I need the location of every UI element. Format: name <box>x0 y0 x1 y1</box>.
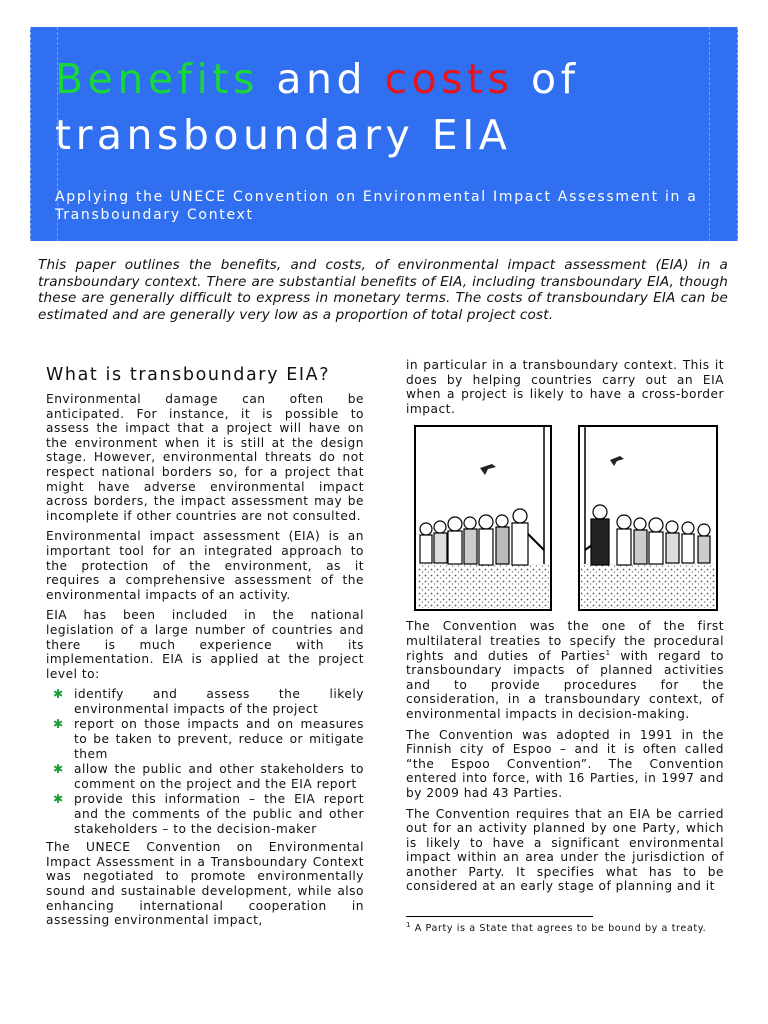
asterisk-bullet-icon: ✱ <box>53 717 64 732</box>
paragraph: The UNECE Convention on Environmental Impact Assessment in a Transboundary Context was negotiated to promote environmentally sound and sustainable development, while also enhancing international cooperation in assessing environmental impact, <box>46 840 364 928</box>
title-line-2: transboundary EIA <box>55 111 512 159</box>
paragraph <box>406 619 724 721</box>
paragraph: Environmental impact assessment (EIA) is an important tool for an integrated approach to the protection of the environment, as it requires a comprehensive assessment of the environmental impacts of an activity. <box>46 529 364 602</box>
intro-paragraph: This paper outlines the benefits, and costs, of environmental impact assessment (EIA) in a transboundary context. There are substantial benefits of EIA, including transboundary EIA, though these are generally difficult to express in monetary terms. The costs of transboundary EIA can be estimated and are generally very low as a proportion of total project cost. <box>38 257 728 323</box>
paragraph-text: with regard to transboundary impacts of planned activities and to provide procedures for the consideration, in a transboundary context, of environmental impacts in decision-making. <box>406 648 724 721</box>
section-heading: What is transboundary EIA? <box>46 365 331 385</box>
list-item <box>46 762 364 791</box>
page-title <box>55 51 580 163</box>
page-subtitle: Applying the UNECE Convention on Environmental Impact Assessment in a Transboundary Context <box>55 189 698 223</box>
asterisk-bullet-icon: ✱ <box>53 687 64 702</box>
title-benefits-word: Benefits <box>55 55 259 103</box>
cartoon-illustration <box>412 424 720 612</box>
paragraph-text: The Convention was the one of the first multilateral treaties to specify the procedural rights and duties of Parties <box>406 619 724 663</box>
right-panel <box>579 426 717 610</box>
title-and-word: and <box>258 55 385 103</box>
asterisk-bullet-icon: ✱ <box>53 792 64 807</box>
list-item-text: identify and assess the likely environmental impacts of the project <box>74 687 364 716</box>
list-item-text: report on those impacts and on measures to be taken to prevent, reduce or mitigate them <box>74 717 364 761</box>
footnote-ref: 1 <box>605 648 611 657</box>
list-item <box>46 717 364 761</box>
title-banner <box>30 27 738 241</box>
footnote-text: A Party is a State that agrees to be bound by a treaty. <box>411 923 707 934</box>
paragraph: The Convention requires that an EIA be carried out for an activity planned by one Party, which is likely to have a significant environmental impact within an area under the jurisdiction of another Party. It specifies what has to be considered at an early stage of planning and it <box>406 806 724 894</box>
paragraph: The Convention was adopted in 1991 in the Finnish city of Espoo – and it is often called “the Espoo Convention”. The Convention entered into force, with 16 Parties, in 1997 and by 2009 had 43 Parties. <box>406 727 724 800</box>
footnote-divider <box>406 916 593 917</box>
footnote <box>406 920 707 934</box>
paragraph: in particular in a transboundary context. This it does by helping countries carry out an EIA when a project is likely to have a cross-border impact. <box>406 358 724 416</box>
list-item <box>46 687 364 716</box>
list-item-text: provide this information – the EIA report and the comments of the public and other stakeholders – to the decision-maker <box>74 792 364 836</box>
left-column <box>46 364 364 934</box>
footnote-marker: 1 <box>406 920 412 929</box>
left-panel <box>415 426 551 610</box>
list-item <box>46 792 364 836</box>
title-of-word: of <box>513 55 580 103</box>
paragraph: Environmental damage can often be anticipated. For instance, it is possible to assess the impact that a project will have on the environment when it is still at the design stage. However, environmental threats do not respect national borders so, for a project that might have adverse environmental impact across borders, the impact assessment may be incomplete if other countries are not consulted. <box>46 392 364 523</box>
title-costs-word: costs <box>384 55 514 103</box>
bullet-list <box>46 687 364 836</box>
asterisk-bullet-icon: ✱ <box>53 762 64 777</box>
paragraph: EIA has been included in the national legislation of a large number of countries and there is much experience with its implementation. EIA is applied at the project level to: <box>46 608 364 681</box>
list-item-text: allow the public and other stakeholders to comment on the project and the EIA report <box>74 762 364 791</box>
right-column <box>406 358 724 900</box>
